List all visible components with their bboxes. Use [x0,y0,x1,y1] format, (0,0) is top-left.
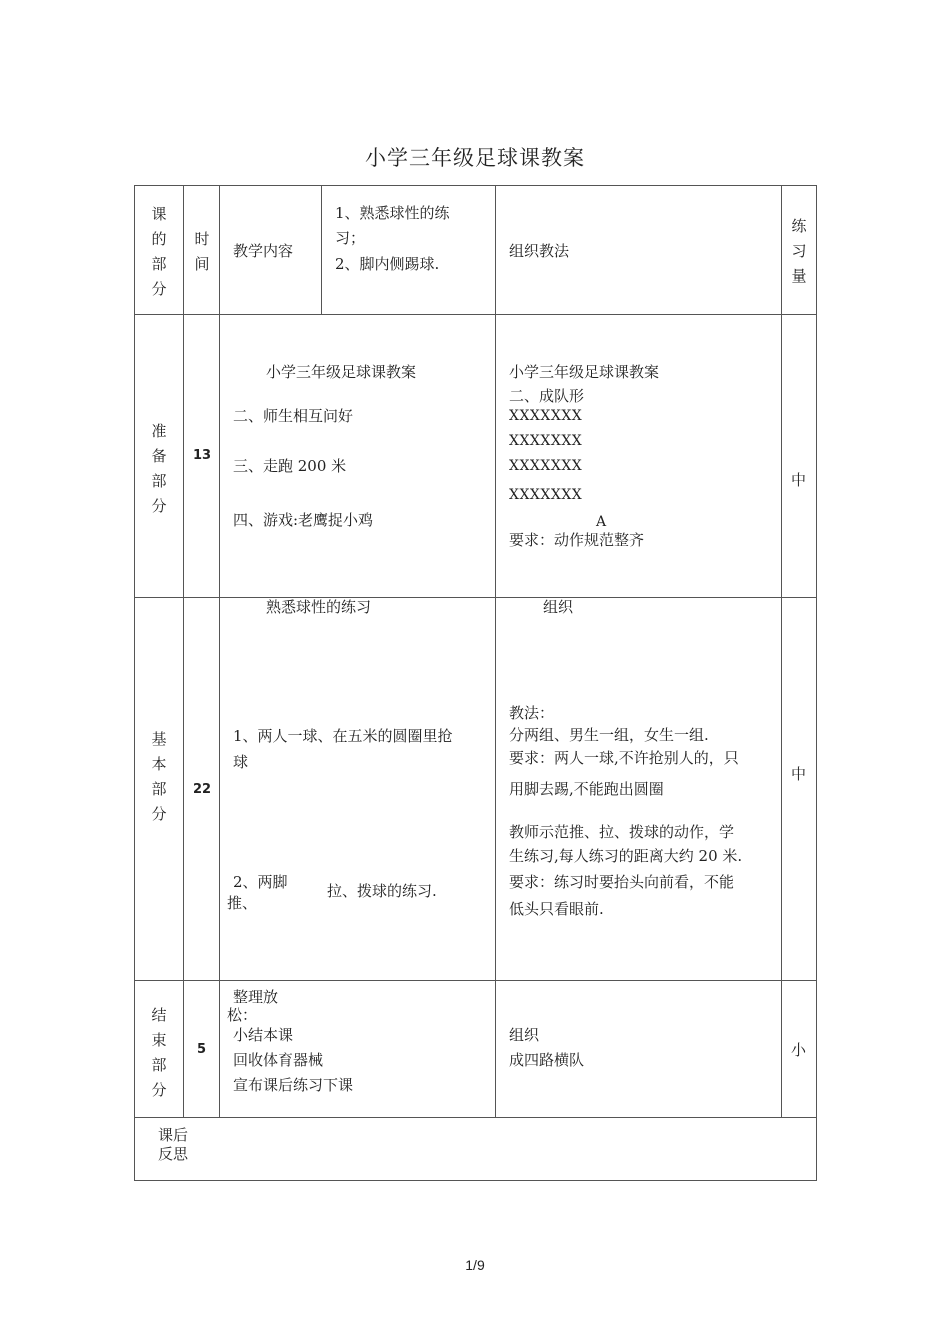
basic-method-line: 用脚去踢,不能跑出圆圈 [509,780,664,798]
basic-method-line: 教师示范推、拉、拨球的动作，学 [509,823,735,841]
page-number: 1/9 [465,1257,485,1273]
basic-method-line: 生练习,每人练习的距离大约 20 米. [509,847,743,865]
basic-time: 22 [193,782,212,797]
prep-requirement: 要求：动作规范整齐 [509,531,645,549]
end-time: 5 [197,1042,207,1057]
end-amount: 小 [791,1041,807,1059]
prep-content-title: 小学三年级足球课教案 [266,363,417,381]
header-method: 组织教法 [509,242,570,260]
header-topic-1b: 习； [335,229,366,247]
end-item-2: 回收体育器械 [233,1051,324,1069]
column-divider [183,186,184,1117]
basic-item-1b: 球 [233,753,249,771]
basic-method-label: 教法： [509,704,555,722]
end-method-2: 成四路横队 [509,1051,585,1069]
basic-method-line: 分两组、男生一组，女生一组. [509,726,709,744]
column-divider [219,186,220,1117]
basic-method-title: 组织 [543,598,574,616]
basic-method-line: 低头只看眼前. [509,900,604,918]
header-topic-2: 2、脚内侧踢球. [335,255,440,273]
reflection-label-2: 反思 [158,1145,189,1163]
basic-method-line: 要求：两人一球,不许抢别人的，只 [509,749,739,767]
basic-method-line: 要求：练习时要抬头向前看，不能 [509,873,735,891]
prep-amount: 中 [791,471,807,489]
header-time: 时间 [194,230,210,273]
prep-item-2: 三、走跑 200 米 [233,457,347,475]
end-method-1: 组织 [509,1026,540,1044]
row-divider [135,980,816,981]
prep-part: 准备部分 [151,422,167,515]
column-divider [321,186,322,314]
column-divider [781,186,782,1117]
prep-item-3: 四、游戏:老鹰捉小鸡 [233,511,374,529]
basic-content-title: 熟悉球性的练习 [266,598,372,616]
end-item-0b: 松： [227,1006,258,1024]
reflection-label-1: 课后 [158,1126,189,1144]
end-item-3: 宣布课后练习下课 [233,1076,354,1094]
column-divider [495,186,496,1117]
lesson-plan-table [134,185,817,1181]
row-divider [135,314,816,315]
header-topic-1: 1、熟悉球性的练 [335,204,450,222]
prep-method-title: 小学三年级足球课教案 [509,363,660,381]
formation-row: XXXXXXX [509,487,583,503]
basic-amount: 中 [791,765,807,783]
end-item-0a: 整理放 [233,988,279,1006]
row-divider [135,1117,816,1118]
basic-item-2b: 推、 [227,894,258,912]
page-title: 小学三年级足球课教案 [365,146,585,170]
formation-row: XXXXXXX [509,433,583,449]
end-part: 结束部分 [151,1006,167,1099]
prep-formation: 二、成队形 [509,387,585,405]
row-divider [135,597,816,598]
formation-row: XXXXXXX [509,408,583,424]
header-content: 教学内容 [233,242,294,260]
basic-item-1a: 1、两人一球、在五米的圆圈里抢 [233,727,453,745]
basic-item-2a: 2、两脚 [233,873,288,891]
basic-part: 基本部分 [151,730,167,823]
teacher-marker: A [596,514,607,530]
header-amount: 练习量 [791,217,807,285]
end-item-1: 小结本课 [233,1026,294,1044]
prep-time: 13 [193,448,212,463]
formation-row: XXXXXXX [509,458,583,474]
header-part: 课的部分 [151,205,167,298]
basic-item-2c: 拉、拨球的练习. [327,882,437,900]
prep-item-1: 二、师生相互问好 [233,407,354,425]
